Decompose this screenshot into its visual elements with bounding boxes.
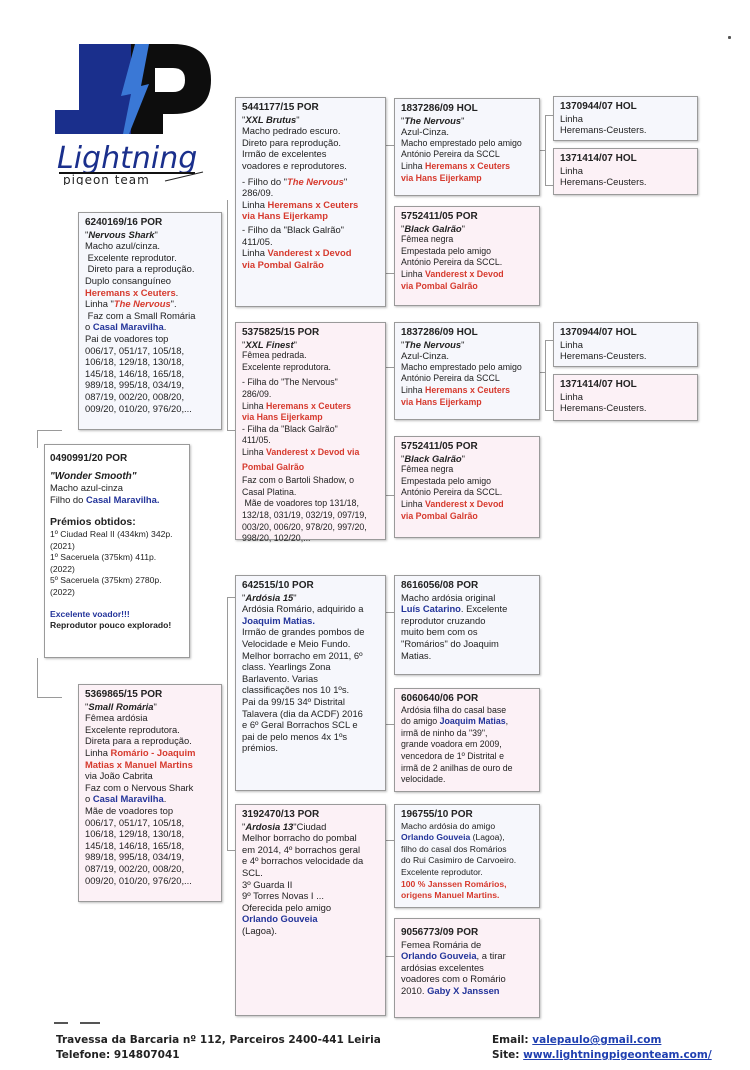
connector-line [545,115,546,185]
connector-line [227,200,228,430]
connector-line [386,495,394,496]
text-line: Empestada pelo amigo [401,245,491,256]
connector-line [227,850,235,851]
text-line: Macho ardósia do amigo [401,820,496,831]
text: Linha [401,160,425,171]
connector-line [386,367,394,368]
text-line: 006/17, 051/17, 105/18, [85,816,185,828]
ring-number: 6240169/16 POR [85,217,163,228]
text-line [401,832,533,844]
text: (Lagoa), [470,832,505,843]
text-line: Faz com o Nervous Shark [85,781,194,793]
text: do amigo [401,716,440,727]
bird-name: "Wonder Smooth" [50,470,137,482]
pedigree-box-the-nervous [394,98,540,196]
connector-line [227,430,235,431]
footer-phone [56,1048,381,1063]
text-line: Talavera (dia da ACDF) 2016 [242,707,363,719]
footer-address: Travessa da Barcaria nº 112, Parceiros 2400-441 Leiria [56,1034,381,1046]
text-line: Pai da 99/15 34º Distrital [242,695,345,707]
logo-word: Lightning [57,141,198,176]
bloodline-highlight: Vanderest x Devod [424,268,504,279]
text-line: Linha [560,390,583,402]
ring-number: 5375825/15 POR [242,327,320,338]
text-line: Macho ardósia original [401,591,496,603]
text: " [343,175,348,187]
text-line: Excelente reprodutor. [85,251,177,263]
bird-name-line: "XXL Finest" [242,338,297,350]
text: . [156,493,160,505]
bird-name-line: "Nervous Shark" [85,228,158,240]
pedigree-box-dam-sire-sire [394,575,540,675]
connector-line [227,597,228,850]
text: . Excelente [460,603,508,615]
text: . [175,286,179,298]
pedigree-box-black-galrao [394,436,540,538]
lightning-pigeon-team-logo [45,40,225,185]
bloodline-highlight: via Pombal Galrão [401,280,478,291]
text-line: 106/18, 129/18, 130/18, [85,356,185,368]
pedigree-box-sire-dam [235,322,386,544]
text-line: - Filha do "The Nervous" [242,377,338,388]
text-line [242,199,379,211]
ring-number: 1370944/07 HOL [560,327,637,338]
text-line: Heremans-Ceusters. [560,402,647,414]
connector-line [386,273,394,274]
text-line: Macho pedrado escuro. [242,125,341,137]
prize-line: (2021) [50,540,75,551]
ring-number: 6060640/06 POR [401,693,479,704]
text: Linha [242,400,266,411]
text-line: Femea Romária de [401,938,482,950]
text-line: e 6º Geral Borrachos SCL e [242,719,358,731]
pedigree-box-dam-dam-sire [394,804,540,908]
connector-line [545,185,553,186]
text-line: classificações nos 10 1ºs. [242,684,350,696]
text-line: prémios. [242,742,278,754]
bird-name: XXL Finest [245,338,294,350]
text-line: Casal Platina. [242,486,297,497]
breeder-highlight: Joaquim Matias. [242,614,315,626]
bird-name: XXL Brutus [245,113,297,125]
note-reproducer: Reprodutor pouco explorado! [50,620,172,631]
scan-dot [728,36,731,39]
pedigree-box-hol-dam [553,148,698,195]
text-line [85,287,215,299]
bloodline-highlight: via Pombal Galrão [242,258,324,270]
text-line [85,298,215,310]
text-line: 009/20, 010/20, 976/20,... [85,402,192,414]
text-line: Irmão de grandes pombos de [242,626,365,638]
ring-number: 1371414/07 HOL [560,153,637,164]
text-line [401,950,533,962]
text: Linha [242,247,268,259]
text-line: - Filha da "Black Galrão" [242,423,338,434]
bloodline-highlight: Vanderest x Devod [424,498,504,509]
connector-line [545,340,553,341]
text-line: 145/18, 146/18, 165/18, [85,367,185,379]
connector-line [386,612,394,613]
connector-line [37,697,62,698]
footer-mark [80,1022,100,1024]
text-line: filho do casal dos Romários [401,843,507,854]
text-line: SCL. [242,866,263,878]
text-line: vencedora de 1º Distrital e [401,750,504,761]
footer-contact-block [492,1033,712,1063]
ring-number: 0490991/20 POR [50,453,128,464]
connector-line [540,372,545,373]
text-line [401,603,533,615]
breeder-highlight: Luís Catarino [401,603,461,615]
connector-line [37,430,62,431]
text: ". [170,298,177,310]
pedigree-box-subject [44,444,190,658]
text-line [85,321,215,333]
text-line: - Filho da "Black Galrão" [242,223,345,235]
text-line: Pai de voadores top [85,332,169,344]
site-label: Site: [492,1049,524,1061]
text-line: Empestada pelo amigo [401,475,491,486]
text-line [401,385,533,397]
text-line [85,793,215,805]
ring-number: 1371414/07 HOL [560,379,637,390]
bloodline-highlight: Pombal Galrão [242,461,305,472]
connector-line [386,724,394,725]
prize-line: 1º Ciudad Real II (434km) 342p. [50,528,173,539]
pedigree-box-sire [78,212,222,430]
bloodline-highlight: Vanderest x Devod [267,247,352,259]
connector-line [37,430,38,448]
text-line: muito bem com os [401,626,478,638]
text-line: 989/18, 995/18, 034/19, [85,379,185,391]
pedigree-box-sire-sire [235,97,386,307]
connector-line [545,115,553,116]
text-line: Azul-Cinza. [401,126,449,138]
text-line: (Lagoa). [242,924,277,936]
breeder-highlight: Orlando Gouveia [401,832,471,843]
text-line [401,716,533,728]
footer-address-block [56,1033,381,1063]
text-line: Azul-Cinza. [401,350,449,362]
text-line: 9º Torres Novas I ... [242,890,324,902]
text-line: António Pereira da SCCL [401,149,500,160]
text-line: reprodutor cruzando [401,614,486,626]
note-excellent: Excelente voador!!! [50,608,130,619]
connector-line [545,410,553,411]
text-line: 087/19, 002/20, 008/20, [85,390,185,402]
ring-number: 1837286/09 HOL [401,103,478,114]
ring-number: 642515/10 POR [242,580,314,591]
bird-name-line: "Small Romária" [85,700,157,712]
text-line: Excelente reprodutora. [85,723,180,735]
text-line: Fêmea ardósia [85,712,148,724]
bird-name: The Nervous [404,114,462,126]
breeder-highlight: Orlando Gouveia [401,950,477,962]
text: Ciudad [296,820,327,832]
bird-name-line: "The Nervous" [401,114,465,126]
text-line: voadores com o Romário [401,973,506,985]
text-line: Duplo consanguíneo [85,274,172,286]
text-line: António Pereira da SCCL. [401,487,503,498]
text-line: Direto para a reprodução. [85,263,195,275]
bloodline-highlight: Heremans x Ceuters [424,160,511,171]
text: Linha [242,198,268,210]
text-line: Linha [560,338,583,350]
bloodline-highlight: 100 % Janssen Romários, [401,878,507,889]
text-line: Fêmea negra [401,464,454,475]
bloodline-highlight: via Hans Eijerkamp [242,210,328,222]
connector-line [37,658,38,698]
text-line: 132/18, 031/19, 032/19, 097/19, [242,509,367,520]
text-line: Macho emprestado pelo amigo [401,361,522,372]
text-line: Excelente reprodutor. [401,866,483,877]
text-line: Melhor borracho em 2011, 6º [242,649,363,661]
text-line [401,269,533,281]
prize-line: (2022) [50,586,75,597]
connector-line [540,150,545,151]
ring-number: 5752411/05 POR [401,211,478,222]
text-line [242,447,379,459]
bloodline-highlight: via Hans Eijerkamp [401,396,482,407]
bird-name-line: "XXL Brutus" [242,113,300,125]
ring-number: 5369865/15 POR [85,689,163,700]
text-line: António Pereira da SCCL. [401,257,503,268]
text-line [85,747,215,759]
ring-number: 8616056/08 POR [401,580,479,591]
casal-maravilha-highlight: Casal Maravilha [92,321,164,333]
ring-number: 5441177/15 POR [242,102,319,113]
bird-name: Black Galrão [404,452,462,464]
bird-name-line: "Black Galrão" [401,222,465,234]
casal-maravilha-highlight: Casal Maravilha [85,493,157,505]
breeder-highlight: Joaquim Matias [439,716,506,727]
text-line: Mãe de voadores top 131/18, [242,498,359,509]
pedigree-box-hol-sire [553,322,698,367]
phone-number: 914807041 [113,1049,180,1061]
text-line: class. Yearlings Zona [242,661,331,673]
text-line: Heremans-Ceusters. [560,124,647,136]
connector-line [386,145,394,146]
prizes-title: Prémios obtidos: [50,516,136,529]
email-link[interactable]: valepaulo@gmail.com [532,1034,662,1046]
site-link[interactable]: www.lightningpigeonteam.com/ [523,1049,712,1061]
text-line: 998/20, 102/20,... [242,533,311,544]
text-line [401,985,533,997]
text-line: Ardósia Romário, adquirido a [242,603,364,615]
bloodline-highlight: Heremans x Ceuters [424,384,511,395]
bird-parents [50,494,184,506]
text-line: António Pereira da SCCL [401,373,500,384]
bloodline-highlight: origens Manuel Martins. [401,890,500,901]
text-line: Macho azul/cinza. [85,240,161,252]
pedigree-box-hol-sire [553,96,698,141]
logo-lp-icon [45,40,225,185]
bloodline-highlight: Heremans x Ceuters [265,400,352,411]
bloodline-highlight: Heremans x Ceuters [267,198,359,210]
text-line: Fêmea negra [401,234,454,245]
text-line: grande voadora em 2009, [401,739,502,750]
prize-line: 5º Saceruela (375km) 2780p. [50,575,162,586]
bloodline-highlight: Heremans x Ceuters [85,286,176,298]
text: , [505,716,509,727]
ring-number: 3192470/13 POR [242,809,320,820]
text-line [401,499,533,511]
text-line: Direto para reprodução. [242,136,342,148]
text-line: 411/05. [242,435,271,446]
text-line: voadores e reprodutores. [242,159,347,171]
footer-mark [54,1022,68,1024]
text-line: ardósias excelentes [401,961,484,973]
bloodline-highlight: via Hans Eijerkamp [401,172,482,183]
bloodline-highlight: Gaby X Janssen [427,984,500,996]
text-line: Faz com o Bartoli Shadow, o [242,475,354,486]
text-line: via João Cabrita [85,770,153,782]
text-line [242,401,379,413]
text: . [163,321,167,333]
text: Linha [85,746,111,758]
text-line: velocidade. [401,774,446,785]
text-line: 286/09. [242,388,272,399]
pedigree-box-dam-dam-dam [394,918,540,1018]
bird-name-line: "Ardósia 15" [242,591,297,603]
text-line: Velocidade e Meio Fundo. [242,637,351,649]
bird-name: Ardósia 15 [245,591,294,603]
bloodline-highlight: Vanderest x Devod via [265,446,360,457]
ring-number: 1837286/09 HOL [401,327,478,338]
connector-line [386,956,394,957]
text-line: 003/20, 006/20, 978/20, 997/20, [242,521,367,532]
text-line: 989/18, 995/18, 034/19, [85,851,185,863]
pedigree-box-dam-sire-dam [394,688,540,792]
casal-maravilha-highlight: Casal Maravilha [92,793,164,805]
text-line: 006/17, 051/17, 105/18, [85,344,185,356]
pedigree-box-dam-sire [235,575,386,791]
bloodline-highlight: Matias x Manuel Martins [85,758,193,770]
bloodline-highlight: Romário - Joaquim [110,746,196,758]
text: , a tirar [476,950,506,962]
text-line: 411/05. [242,235,273,247]
text-line: "Romários" do Joaquim [401,637,499,649]
text-line: 286/09. [242,187,274,199]
text: Linha " [85,298,114,310]
phone-label: Telefone: [56,1049,114,1061]
text-line: em 2014, 4º borrachos geral [242,843,361,855]
text-line: Barlavento. Varias [242,672,318,684]
prize-line: (2022) [50,563,75,574]
text-line: Heremans-Ceusters. [560,176,647,188]
text: 2010. [401,984,428,996]
text-line: Direta para a reprodução. [85,735,192,747]
text: Filho do [50,493,86,505]
pedigree-box-dam-dam [235,804,386,1016]
text-line: 145/18, 146/18, 165/18, [85,839,185,851]
ring-number: 9056773/09 POR [401,927,479,938]
breeder-highlight: Orlando Gouveia [242,913,318,925]
text-line: 009/20, 010/20, 976/20,... [85,874,192,886]
ring-number: 5752411/05 POR [401,441,478,452]
bird-name-line: "The Nervous" [401,338,465,350]
bird-name-line: "Black Galrão" [401,452,465,464]
bird-name: Nervous Shark [88,228,155,240]
text-line: Macho emprestado pelo amigo [401,137,522,148]
logo-tagline: pigeon team [63,173,150,185]
text: Linha [242,446,266,457]
text-line: Irmão de excelentes [242,148,327,160]
text-line: Oferecida pelo amigo [242,901,332,913]
footer-email [492,1033,712,1048]
bird-name: Small Romária [88,700,154,712]
text: . [163,793,167,805]
pedigree-box-dam [78,684,222,902]
text: Linha [401,384,425,395]
email-label: Email: [492,1034,533,1046]
text-line: Mãe de voadores top [85,804,174,816]
bird-name-line: "Ardosia 13"Ciudad [242,820,327,832]
connector-line [227,597,235,598]
text-line: irmã de 2 anilhas de ouro de [401,762,513,773]
bloodline-highlight: via Hans Eijerkamp [242,412,323,423]
text-line: Excelente reprodutora. [242,361,331,372]
pedigree-box-the-nervous [394,322,540,420]
text-line: Fêmea pedrada. [242,350,307,361]
text: Linha [401,498,425,509]
bird-description: Macho azul-cinza [50,482,123,494]
bloodline-highlight: The Nervous [113,298,171,310]
text-line: irmã de ninho da "39", [401,727,488,738]
text: o [85,321,93,333]
text-line: 087/19, 002/20, 008/20, [85,862,185,874]
text-line: do Rui Casimiro de Carvoeiro. [401,855,517,866]
text-line: Matias. [401,649,432,661]
footer-site [492,1048,712,1063]
text-line: e 4º borrachos velocidade da [242,855,364,867]
text-line: Heremans-Ceusters. [560,350,647,362]
text: - Filho do " [242,175,288,187]
text-line: pai de pelo menos 4x 1ºs [242,730,348,742]
text-line [242,176,379,188]
text-line: Ardósia filha do casal base [401,704,507,715]
prize-line: 1º Saceruela (375km) 411p. [50,552,157,563]
text-line: Linha [560,112,583,124]
connector-line [386,840,394,841]
connector-line [545,340,546,410]
bloodline-highlight: via Pombal Galrão [401,510,478,521]
text-line: 3º Guarda II [242,878,293,890]
bird-name: Ardosia 13 [245,820,294,832]
text-line: 106/18, 129/18, 130/18, [85,828,185,840]
pedigree-box-hol-dam [553,374,698,421]
text-line [401,161,533,173]
text-line [242,247,379,259]
ring-number: 1370944/07 HOL [560,101,637,112]
ring-number: 196755/10 POR [401,809,473,820]
text: Linha [401,268,425,279]
text-line: Linha [560,164,583,176]
bird-name: Black Galrão [404,222,462,234]
pedigree-box-black-galrao [394,206,540,306]
text-line: Faz com a Small Romária [85,309,196,321]
text: o [85,793,93,805]
bloodline-highlight: The Nervous [287,175,344,187]
bird-name: The Nervous [404,338,462,350]
text-line: Melhor borracho do pombal [242,832,357,844]
